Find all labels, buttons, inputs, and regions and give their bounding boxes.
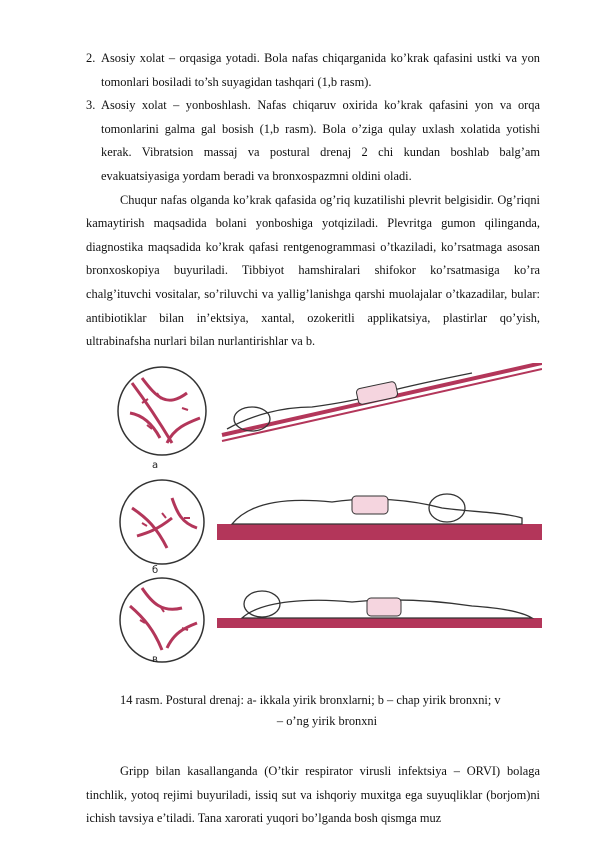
figure-illustration [112,363,542,665]
panel-a [118,363,542,471]
numbered-list [86,47,540,354]
bronchial-tree-icon [132,498,197,548]
caption-line-2: – o’ng yirik bronxni [276,714,378,728]
list-item-text: Asosiy xolat – orqasiga yotadi. Bola nafas chiqarganida ko’krak qafasini ustki va yon tomonlari bosiladi to’sh suyagidan tashqari (1,b rasm). [101,51,540,89]
bronchi-circle-icon [120,480,204,564]
panel-label-b: б [152,565,159,576]
bronchial-tree-icon [130,588,197,650]
list-item [86,94,540,188]
paragraph-flu: Gripp bilan kasallanganda (O’tkir respirator virusli infektsiya – ORVI) bolaga tinchlik, yotoq rejimi buyuriladi, issiq sut va ishqoriy muxitga ega suyuqliklar (borjom)ni ichish tavsiya e’tiladi. Tana xarorati yuqori bo’lganda bosh qismga muz [86,764,540,826]
panel-v [120,578,542,665]
list-item [86,47,540,94]
caption-line-1: 14 rasm. Postural drenaj: a- ikkala yirik bronxlarni; b – chap yirik bronxni; v [120,693,501,707]
flat-board-b [217,524,542,540]
bronchial-tree-icon [130,378,200,443]
bronchi-circle-icon [118,367,206,455]
panel-b [120,480,542,576]
postural-drainage-figure [112,363,542,665]
flat-board-v [217,618,542,628]
list-item-number: 2. [86,51,96,65]
child-figure-a [227,373,472,429]
paragraph-flu-container [86,760,540,831]
list-item-text: Asosiy xolat – yonboshlash. Nafas chiqaruv oxirida ko’krak qafasini yon va orqa tomonlarini galma gal bosish (1,b rasm). Bola o’ziga qulay uxlash xolatida yotishi kerak. Vibratsion massaj va postural drenaj 2 chi kundan boshlab balg’am evakuatsiyasiga yordam beradi va bronxospazmni oldini oladi. [101,98,540,183]
list-item-number: 3. [86,98,96,113]
panel-label-a: a [152,460,159,471]
paragraph-pleurisy: Chuqur nafas olganda ko’krak qafasida og’riq kuzatilishi plevrit belgisidir. Og’riqni kamaytirish maqsadida bolani yonboshiga yotqiziladi. Plevritga gumon qilinganda, diagnostika maqsadida ko’krak qafasi rentgenogrammasi o’tkaziladi, ko’rsatmaga asosan bronxoskopiya buyuriladi. Tibbiyot hamshiralari shifokor ko’rsatmasiga ko’ra chalg’ituvchi vositalar, so’riluvchi va yallig’lanishga qarshi muolajalar o’tkazadilar, bular: antibiotiklar bilan in’ektsiya, xantal, ozokeritli applikatsiya, plastirlar qo’yish, ultrabinafsha nurlari bilan nurlantirishlar va b. [86,192,540,349]
figure-caption [112,690,542,732]
panel-label-v: в [152,654,158,665]
